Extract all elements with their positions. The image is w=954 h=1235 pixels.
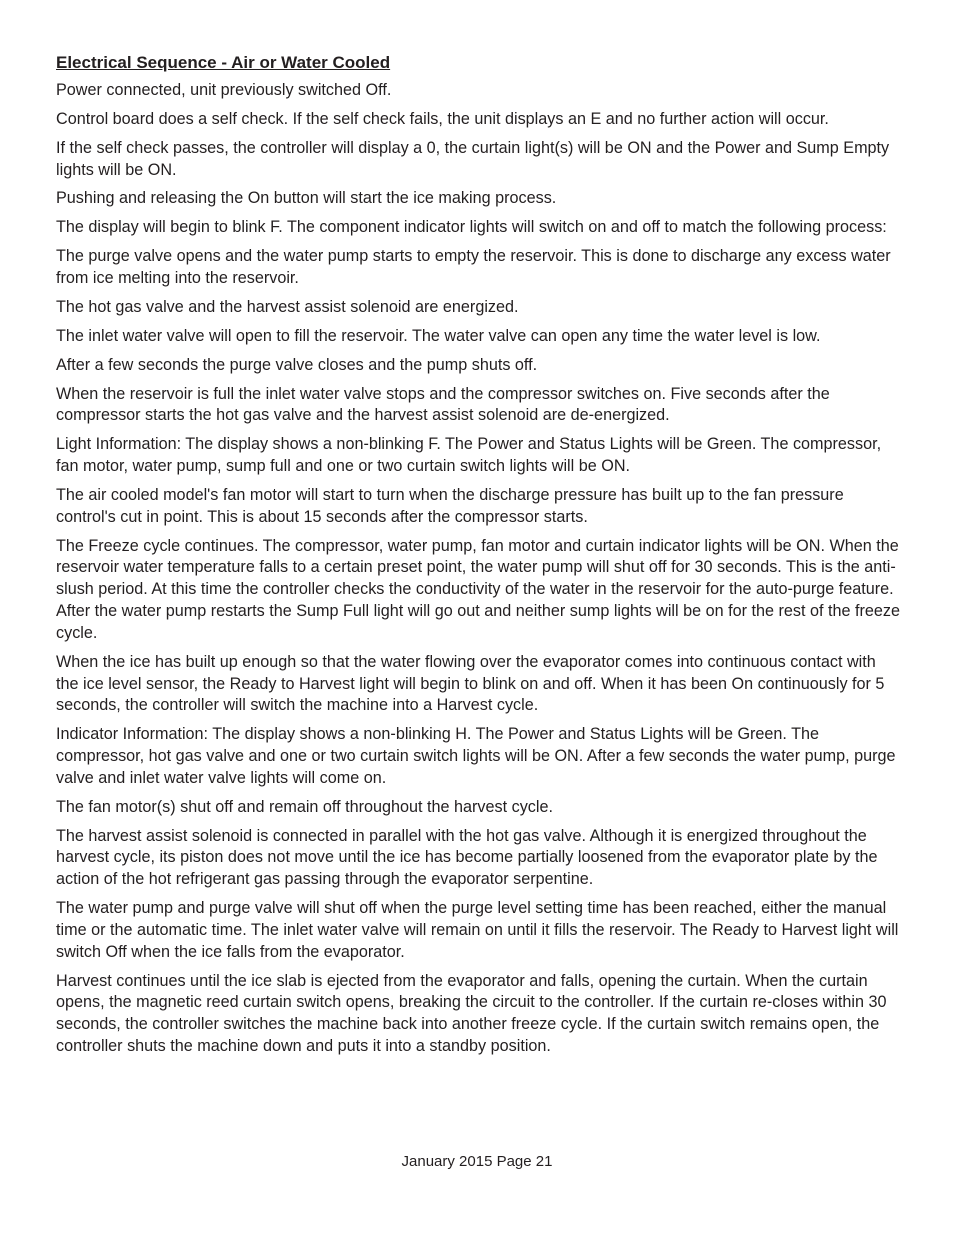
- paragraph: Control board does a self check. If the self check fails, the unit displays an E and no further action will occur.: [56, 109, 829, 128]
- paragraph: The water pump and purge valve will shut off when the purge level setting time has been reached, either the manual time or the automatic time. The inlet water valve will remain on until it fills the reservoir. The Ready to Harvest light will switch Off when the ice falls from the evaporator.: [56, 899, 899, 961]
- paragraph: Indicator Information: The display shows a non-blinking H. The Power and Status Lights will be Green. The compressor, hot gas valve and one or two curtain switch lights will be ON. After a few seconds the water pump, purge valve and inlet water valve lights will come on.: [56, 725, 896, 787]
- page-content: [56, 52, 902, 1065]
- paragraph: Light Information: The display shows a non-blinking F. The Power and Status Lights will be Green. The compressor, fan motor, water pump, sump full and one or two curtain switch lights will be ON.: [56, 435, 882, 476]
- paragraph: Pushing and releasing the On button will start the ice making process.: [56, 189, 557, 208]
- paragraph: The hot gas valve and the harvest assist solenoid are energized.: [56, 297, 519, 316]
- paragraph: When the ice has built up enough so that the water flowing over the evaporator comes into continuous contact with the ice level sensor, the Ready to Harvest light will begin to blink on and off. When it has been On continuously for 5 seconds, the controller will switch the machine into a Harvest cycle.: [56, 652, 885, 715]
- section-heading: Electrical Sequence - Air or Water Cooled: [56, 53, 391, 72]
- paragraph: If the self check passes, the controller will display a 0, the curtain light(s) will be ON and the Power and Sump Empty lights will be ON.: [56, 138, 890, 179]
- paragraph: The Freeze cycle continues. The compressor, water pump, fan motor and curtain indicator lights will be ON. When the reservoir water temperature falls to a certain preset point, the water pump will shut off for 30 seconds. This is the anti-slush period. At this time the controller checks the conductivity of the water in the reservoir for the auto-purge feature. After the water pump restarts the Sump Full light will go out and neither sump lights will be on for the rest of the freeze cycle.: [56, 536, 900, 642]
- paragraph: When the reservoir is full the inlet water valve stops and the compressor switches on. Five seconds after the compressor starts the hot gas valve and the harvest assist solenoid are de-energized.: [56, 384, 830, 425]
- paragraph: The inlet water valve will open to fill the reservoir. The water valve can open any time the water level is low.: [56, 326, 821, 345]
- paragraph: The display will begin to blink F. The component indicator lights will switch on and off to match the following process:: [56, 218, 887, 237]
- paragraph: The fan motor(s) shut off and remain off throughout the harvest cycle.: [56, 797, 553, 816]
- paragraph: Power connected, unit previously switched Off.: [56, 81, 392, 99]
- paragraph: Harvest continues until the ice slab is ejected from the evaporator and falls, opening the curtain. When the curtain opens, the magnetic reed curtain switch opens, breaking the circuit to the controller. If the curtain re-closes within 30 seconds, the controller switches the machine back into another freeze cycle. If the curtain switch remains open, the controller shuts the machine down and puts it into a standby position.: [56, 971, 887, 1055]
- paragraph: After a few seconds the purge valve closes and the pump shuts off.: [56, 355, 538, 374]
- paragraph: The air cooled model's fan motor will start to turn when the discharge pressure has built up to the fan pressure control's cut in point. This is about 15 seconds after the compressor starts.: [56, 485, 844, 526]
- page-footer: January 2015 Page 21: [401, 1153, 553, 1170]
- paragraph: The purge valve opens and the water pump starts to empty the reservoir. This is done to discharge any excess water from ice melting into the reservoir.: [56, 247, 891, 288]
- paragraph: The harvest assist solenoid is connected in parallel with the hot gas valve. Although it is energized throughout the harvest cycle, its piston does not move until the ice has become partially loosened from the evaporator plate by the action of the hot refrigerant gas passing through the evaporator serpentine.: [56, 826, 878, 889]
- body-text: [56, 80, 902, 1058]
